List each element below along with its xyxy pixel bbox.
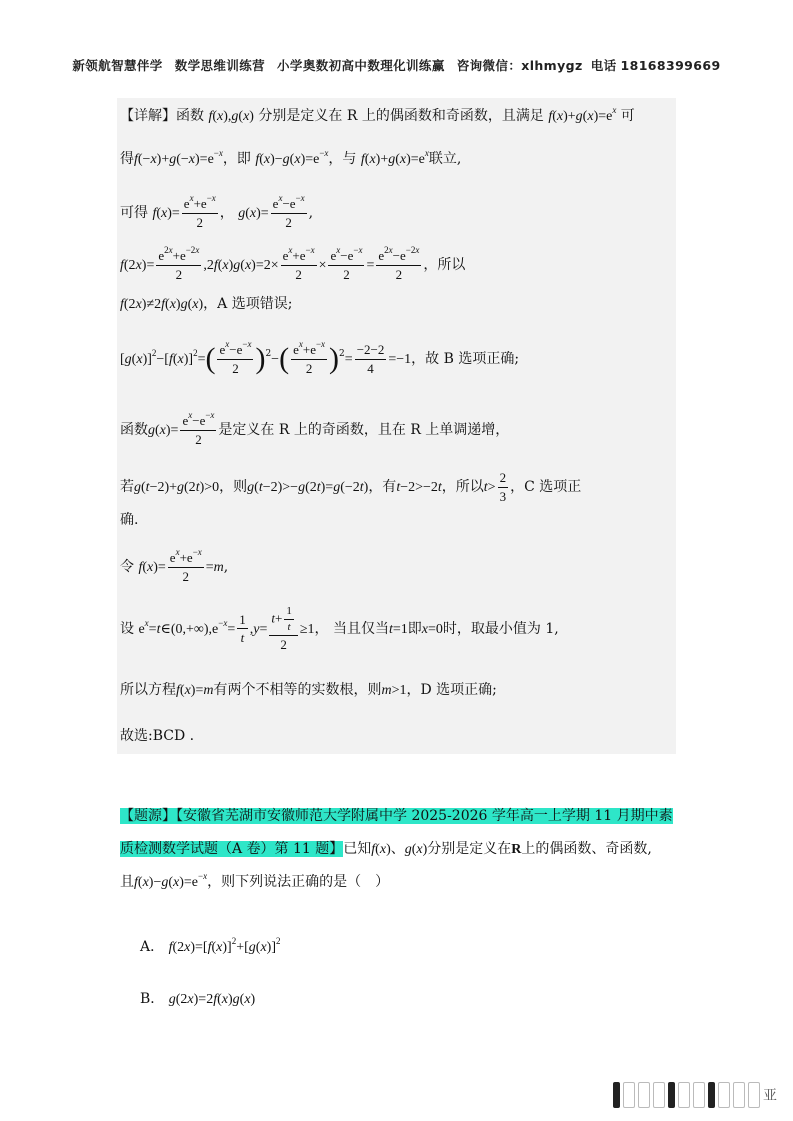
watermark-bar (678, 1082, 690, 1108)
solution-line-7: 函数g(x)= $\frac{e^x-e^{-x}}{2}$ 是定义在 R 上的奇函数，且在 R 上单调递增， (120, 410, 510, 447)
option-a: A． $f(2x)=[f(x)]^2+[g(x)]^2$ (140, 936, 281, 955)
solution-line-4: f(2x)= $\frac{e^{2x}+e^{-2x}}{2}$ ,2f(x)g(x)=2× $\frac{e^x+e^{-x}}{2}$ × $\frac{e^x-e^{-x}}{2}$ = $\frac{e^{2x}-e^{-2x}}{2}$ ，所以 (120, 245, 466, 282)
question-text: 上的偶函数、奇函数, (521, 841, 652, 857)
solution-text: ，D 选项正确; (406, 682, 497, 698)
solution-line-1: 【详解】函数 f(x),g(x) 分别是定义在 R 上的偶函数和奇函数，且满足 $f(x)+g(x)=e^x$ 可 (120, 105, 635, 124)
watermark-bar (653, 1082, 665, 1108)
watermark-bar (638, 1082, 650, 1108)
header-camp: 数学思维训练营 (174, 58, 266, 73)
question-source: 【题源】【安徽省芜湖市安徽师范大学附属中学 2025-2026 学年高一上学期 11 月期中素质检测数学试题（A 卷）第 11 题】已知f(x)、g(x)分别是定义在R上的偶函数、奇函数, 且$f(x)-g(x)=e^{-x}$，则下列说法正确的是（ ） (120, 808, 673, 890)
header-courses: 小学奥数初高中数理化训练赢 (277, 58, 445, 73)
solution-text: ，故 B 选项正确; (411, 351, 520, 368)
watermark-bar (623, 1082, 635, 1108)
solution-line-9 (120, 512, 138, 529)
solution-line-12: 所以方程f(x)=m有两个不相等的实数根，则m>1，D 选项正确; (120, 682, 497, 698)
watermark-bar (613, 1082, 620, 1108)
solution-text: 时，取最小值为 1, (442, 620, 559, 637)
solution-line-2: 得$f(-x)+g(-x)=e^{-x}$，即 $f(x)-g(x)=e^{-x}$，与 $f(x)+g(x)=e^x$联立, (120, 148, 462, 167)
solution-text: 确. (120, 512, 139, 528)
solution-text: ，即 (222, 151, 251, 167)
page-header (0, 56, 793, 74)
solution-text: ，所以 (423, 257, 466, 274)
solution-text: 当且仅当 (332, 620, 389, 637)
solution-text: 联立, (428, 151, 462, 167)
solution-text: ，则 (219, 479, 248, 496)
watermark-bar (733, 1082, 745, 1108)
watermark (587, 1080, 777, 1110)
solution-text: 是定义在 R 上的奇函数，且在 R 上单调递增， (218, 422, 510, 439)
solution-line-8: 若g(t−2)+g(2t)>0，则g(t−2)>−g(2t)=g(−2t)，有t−2>−2t，所以t> $\frac{2}{3}$ ，C 选项正 (120, 470, 582, 504)
solution-text: 可得 (120, 205, 148, 222)
header-phone: 18168399669 (620, 58, 721, 73)
watermark-bar (668, 1082, 675, 1108)
source-label: 【题源】 (120, 808, 176, 824)
question-text: 已知 (343, 841, 372, 857)
solution-text: 函数 (120, 422, 148, 439)
solution-line-6: $[g(x)]^2-[f(x)]^2=$( $\frac{e^x-e^{-x}}{2}$ )$^2$−( $\frac{e^x+e^{-x}}{2}$ )$^2$= $\frac{-2-2}{4}$ =−1，故 B 选项正确; (120, 339, 520, 376)
solution-line-10: 令 f(x)= $\frac{e^x+e^{-x}}{2}$ =m, (120, 547, 229, 584)
solution-line-3: 可得 f(x)= $\frac{e^x+e^{-x}}{2}$ ， g(x)= $\frac{e^x-e^{-x}}{2}$ , (120, 193, 314, 230)
question-text: ，则下列说法正确的是（ ） (207, 874, 390, 890)
watermark-bar (748, 1082, 760, 1108)
solution-text: 得 (120, 151, 134, 167)
header-brand: 新领航智慧伴学 (72, 58, 163, 73)
solution-text: ，C 选项正 (510, 479, 582, 496)
solution-text: 有两个不相等的实数根，则 (213, 682, 382, 698)
solution-text: ，与 (328, 151, 357, 167)
solution-text: ，A 选项错误; (203, 296, 293, 312)
solution-text: 分别是定义在 R 上的偶函数和奇函数，且满足 (258, 108, 544, 124)
question-text: 且 (120, 874, 134, 890)
header-phone-label: 电话 (590, 58, 617, 73)
source-title: 【安徽省芜湖市安徽师范大学附属中学 2025-2026 学年高一上学期 11 月期中素质检测数学试题（A 卷）第 11 题】 (120, 808, 673, 857)
solution-text: 若 (120, 479, 134, 496)
solution-line-13 (120, 728, 194, 745)
solution-text: 【详解】函数 (120, 108, 204, 124)
solution-text: 即 (407, 620, 422, 637)
solution-text: ，所以 (441, 479, 484, 496)
final-answer: 故选:BCD . (120, 728, 195, 744)
solution-text: ，有 (368, 479, 397, 496)
header-wechat: 咨询微信：xlhmygz (456, 58, 583, 73)
option-b: B． g(2x)=2f(x)g(x) (140, 991, 256, 1007)
solution-text: 所以方程 (120, 682, 176, 698)
watermark-text: 亚 (763, 1088, 777, 1104)
watermark-bar (718, 1082, 730, 1108)
option-a-label: A． (140, 939, 165, 955)
question-text: 分别是定义在 (427, 841, 512, 857)
watermark-bar (693, 1082, 705, 1108)
solution-line-5: f(2x)≠2f(x)g(x)，A 选项错误; (120, 296, 293, 312)
solution-text: 可 (620, 108, 635, 124)
solution-text: 令 (120, 559, 134, 576)
option-b-label: B． (140, 991, 165, 1007)
watermark-bar (708, 1082, 715, 1108)
solution-text: 设 (120, 620, 134, 637)
question-text: 、 (390, 841, 405, 857)
solution-line-11: 设 $e^x=t\in(0,+\infty),e^{-x}=$ $\frac{1}{t}$ ,y= t+ $\frac{1}{t}$ 2 ≥1， 当且仅当t=1即x=0时，取最小值为 1, (120, 605, 559, 653)
